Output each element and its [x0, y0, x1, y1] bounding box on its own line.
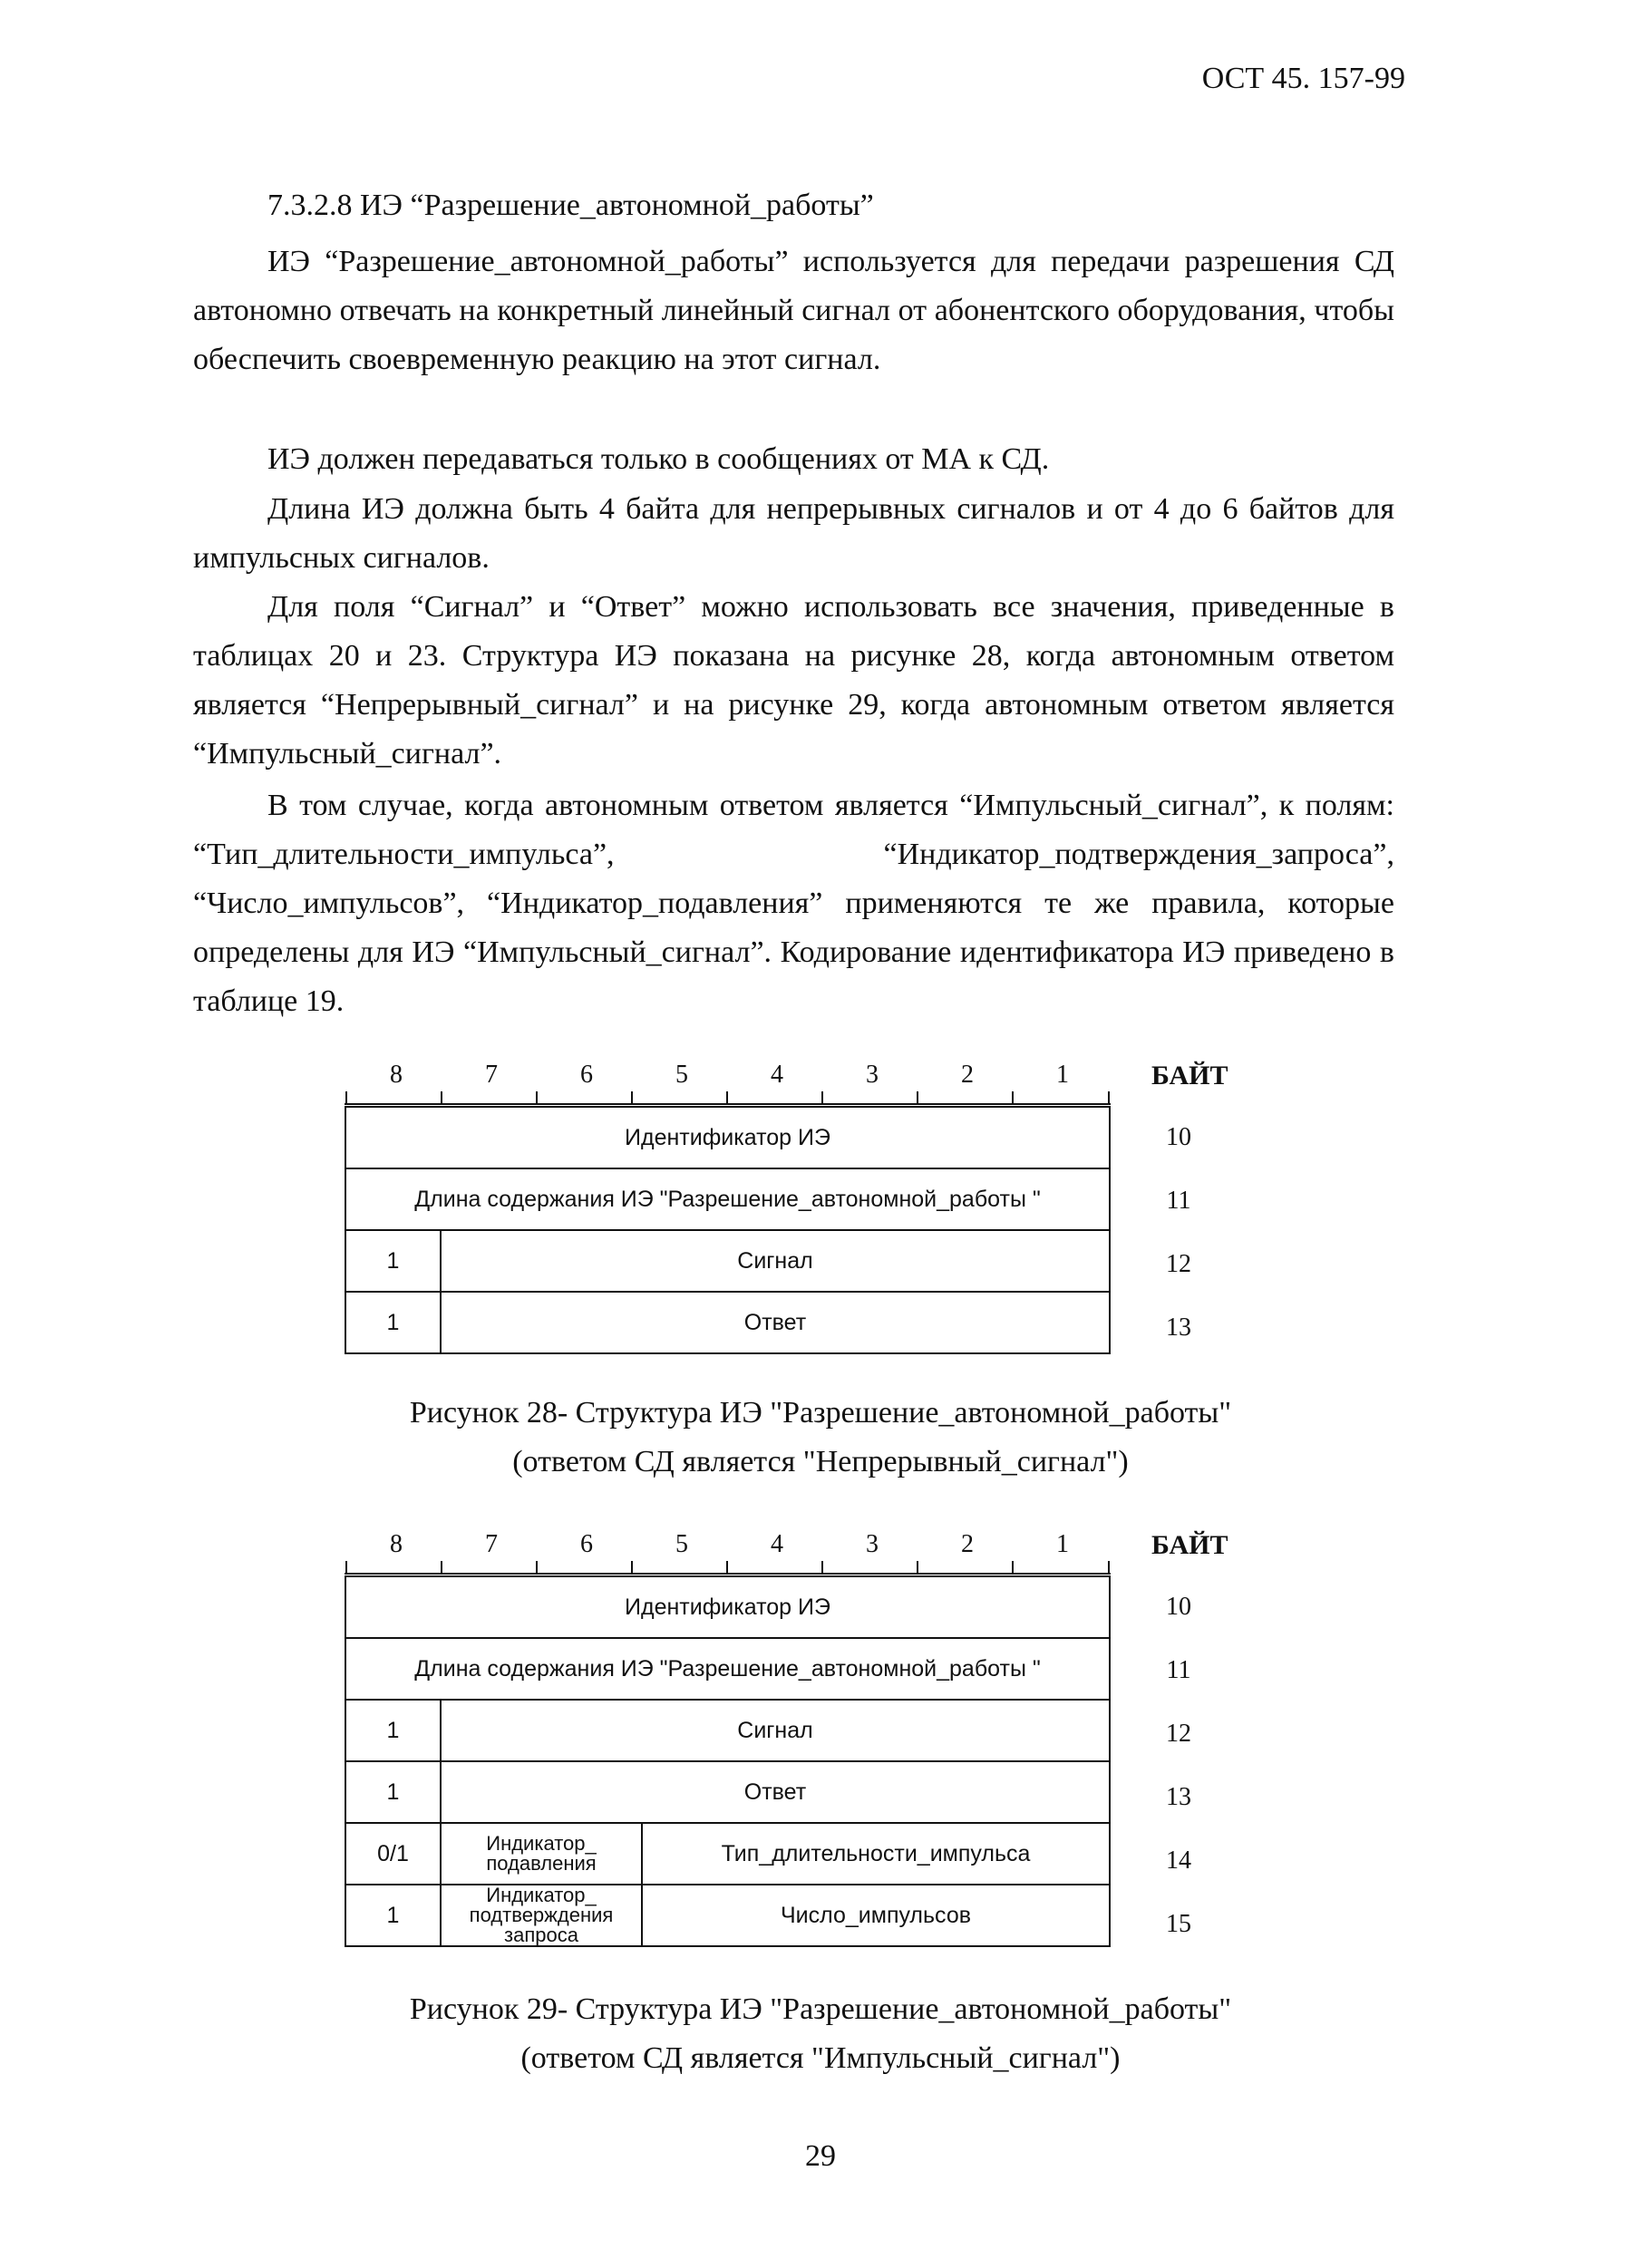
identifier-cell: Идентификатор ИЭ [345, 1107, 1110, 1168]
signal-cell: Сигнал [441, 1700, 1110, 1761]
bit-label: 1 [1056, 1061, 1069, 1089]
answer-bit-cell: 1 [345, 1292, 441, 1353]
bit-label: 7 [485, 1530, 498, 1558]
byte-number: 14 [1166, 1846, 1191, 1875]
suppress-indicator-cell: Индикатор_ подавления [441, 1823, 642, 1885]
byte-numbers [1151, 1106, 1206, 1360]
bit-header [345, 1530, 1228, 1575]
pulse-duration-type-cell: Тип_длительности_импульса [642, 1823, 1110, 1885]
bit-label: 4 [771, 1530, 783, 1558]
identifier-cell: Идентификатор ИЭ [345, 1576, 1110, 1638]
confirm-bit-cell: 1 [345, 1885, 441, 1946]
signal-cell: Сигнал [441, 1230, 1110, 1292]
bit-label: 6 [580, 1530, 593, 1558]
byte-number: 12 [1166, 1250, 1191, 1278]
caption-line: (ответом СД является "Импульсный_сигнал") [520, 2041, 1121, 2075]
bit-label: 5 [675, 1061, 688, 1089]
figure-28 [345, 1061, 1228, 1354]
bit-ruler [345, 1548, 1111, 1575]
bit-label: 7 [485, 1061, 498, 1089]
length-cell: Длина содержания ИЭ "Разрешение_автономной_работы " [345, 1638, 1110, 1700]
byte-number: 13 [1166, 1313, 1191, 1342]
paragraph-4: Для поля “Сигнал” и “Ответ” можно использовать все значения, приведенные в таблицах 20 и 23. Структура ИЭ показана на рисунке 28, когда автономным ответом является “Непрерывный_сигнал” и на рисунке 29, когда автономным ответом является “Импульсный_сигнал”. [193, 590, 1394, 771]
caption-line: Рисунок 28- Структура ИЭ "Разрешение_автономной_работы" [409, 1396, 1232, 1430]
paragraph-3: Длина ИЭ должна быть 4 байта для непрерывных сигналов и от 4 до 6 байтов для импульсных сигналов. [193, 492, 1394, 575]
bit-header [345, 1061, 1228, 1106]
ie-structure-table [345, 1575, 1111, 1947]
ie-structure-table [345, 1106, 1111, 1354]
bit-label: 3 [866, 1061, 879, 1089]
byte-number: 11 [1166, 1187, 1191, 1215]
bit-label: 2 [961, 1530, 974, 1558]
bit-label: 1 [1056, 1530, 1069, 1558]
answer-cell: Ответ [441, 1292, 1110, 1353]
figure-29-caption [0, 1985, 1641, 2083]
bit-label: 3 [866, 1530, 879, 1558]
bit-label: 8 [390, 1061, 403, 1089]
paragraph-2: ИЭ должен передаваться только в сообщениях от МА к СД. [267, 442, 1050, 476]
caption-line: Рисунок 29- Структура ИЭ "Разрешение_автономной_работы" [409, 1992, 1232, 2026]
bit-label: 2 [961, 1061, 974, 1089]
byte-column-title: БАЙТ [1151, 1530, 1228, 1560]
byte-number: 10 [1166, 1593, 1191, 1621]
caption-line: (ответом СД является "Непрерывный_сигнал") [512, 1445, 1129, 1478]
paragraph-1: ИЭ “Разрешение_автономной_работы” используется для передачи разрешения СД автономно отвечать на конкретный линейный сигнал от абонентского оборудования, чтобы обеспечить своевременную реакцию на этот сигнал. [193, 245, 1394, 376]
signal-bit-cell: 1 [345, 1230, 441, 1292]
section-heading: 7.3.2.8 ИЭ “Разрешение_автономной_работы” [267, 189, 874, 222]
answer-cell: Ответ [441, 1761, 1110, 1823]
byte-number: 13 [1166, 1783, 1191, 1811]
bit-label: 5 [675, 1530, 688, 1558]
byte-number: 10 [1166, 1123, 1191, 1151]
answer-bit-cell: 1 [345, 1761, 441, 1823]
bit-label: 8 [390, 1530, 403, 1558]
paragraph-5: В том случае, когда автономным ответом является “Импульсный_сигнал”, к полям: “Тип_длительности_импульса”, “Индикатор_подтверждения_запроса”, “Число_импульсов”, “Индикатор_подавления” применяются те же правила, которые определены для ИЭ “Импульсный_сигнал”. Кодирование идентификатора ИЭ приведено в таблице 19. [193, 789, 1394, 1018]
length-cell: Длина содержания ИЭ "Разрешение_автономной_работы " [345, 1168, 1110, 1230]
page-number: 29 [805, 2139, 836, 2173]
doc-code: ОСТ 45. 157-99 [1201, 62, 1405, 95]
pulse-count-cell: Число_импульсов [642, 1885, 1110, 1946]
bit-label: 4 [771, 1061, 783, 1089]
byte-number: 11 [1166, 1656, 1191, 1684]
figure-29 [345, 1530, 1228, 1947]
byte-number: 15 [1166, 1910, 1191, 1938]
bit-label: 6 [580, 1061, 593, 1089]
figure-28-caption [0, 1389, 1641, 1487]
byte-column-title: БАЙТ [1151, 1061, 1228, 1090]
suppress-bit-cell: 0/1 [345, 1823, 441, 1885]
bit-ruler [345, 1079, 1111, 1106]
byte-number: 12 [1166, 1720, 1191, 1748]
signal-bit-cell: 1 [345, 1700, 441, 1761]
confirm-indicator-cell: Индикатор_ подтверждения запроса [441, 1885, 642, 1946]
byte-numbers [1151, 1575, 1206, 1956]
